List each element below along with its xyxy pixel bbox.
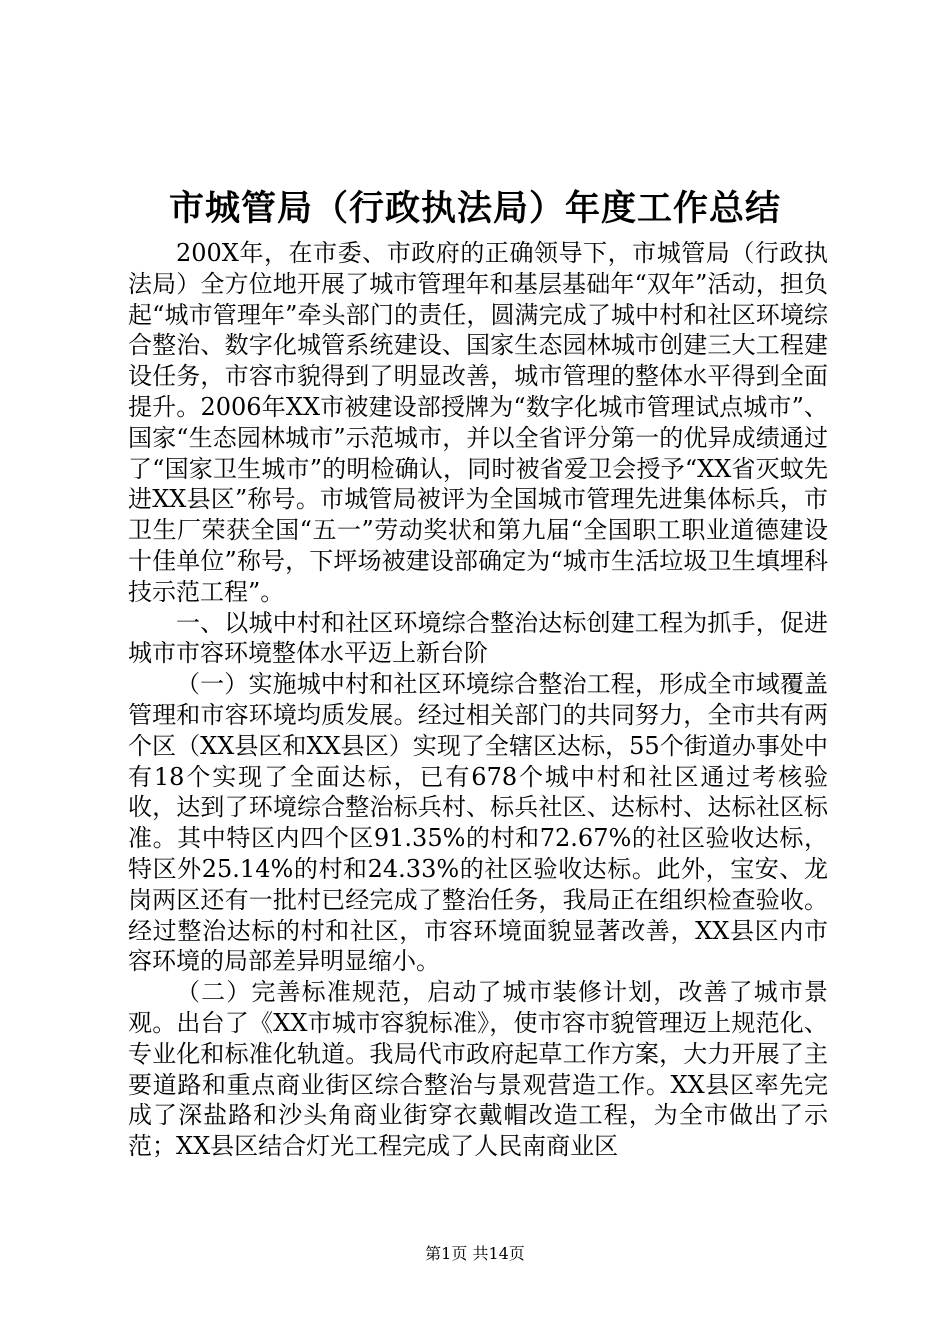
paragraph-subsection-1: （一）实施城中村和社区环境综合整治工程，形成全市域覆盖管理和市容环境均质发展。经过相关部门的共同努力，全市共有两个区（XX县区和XX县区）实现了全辖区达标，55个街道办事处中有18个实现了全面达标，已有678个城中村和社区通过考核验收，达到了环境综合整治标兵村、标兵社区、达标村、达标社区标准。其中特区内四个区91.35%的村和72.67%的社区验收达标，特区外25.14%的村和24.33%的社区验收达标。此外，宝安、龙岗两区还有一批村已经完成了整治任务，我局正在组织检查验收。经过整治达标的村和社区，市容环境面貌显著改善，XX县区内市容环境的局部差异明显缩小。 bbox=[128, 670, 828, 976]
section-heading-1: 一、以城中村和社区环境综合整治达标创建工程为抓手，促进城市市容环境整体水平迈上新台阶 bbox=[128, 608, 828, 668]
document-title: 市城管局（行政执法局）年度工作总结 bbox=[168, 188, 781, 229]
paragraph-intro: 200X年，在市委、市政府的正确领导下，市城管局（行政执法局）全方位地开展了城市管理年和基层基础年“双年”活动，担负起“城市管理年”牵头部门的责任，圆满完成了城中村和社区环境综合整治、数字化城管系统建设、国家生态园林城市创建三大工程建设任务，市容市貌得到了明显改善，城市管理的整体水平得到全面提升。2006年XX市被建设部授牌为“数字化城市管理试点城市”、国家“生态园林城市”示范城市，并以全省评分第一的优异成绩通过了“国家卫生城市”的明检确认，同时被省爱卫会授予“XX省灭蚊先进XX县区”称号。市城管局被评为全国城市管理先进集体标兵，市卫生厂荣获全国“五一”劳动奖状和第九届“全国职工职业道德建设十佳单位”称号，下坪场被建设部确定为“城市生活垃圾卫生填埋科技示范工程”。 bbox=[128, 239, 828, 606]
paragraph-subsection-2: （二）完善标准规范，启动了城市装修计划，改善了城市景观。出台了《XX市城市容貌标准》，使市容市貌管理迈上规范化、专业化和标准化轨道。我局代市政府起草工作方案，大力开展了主要道路和重点商业街区综合整治与景观营造工作。XX县区率先完成了深盐路和沙头角商业街穿衣戴帽改造工程，为全市做出了示范；XX县区结合灯光工程完成了人民南商业区 bbox=[128, 978, 828, 1161]
document-body bbox=[128, 238, 828, 1162]
page-footer: 第1页 共14页 bbox=[425, 1244, 525, 1263]
